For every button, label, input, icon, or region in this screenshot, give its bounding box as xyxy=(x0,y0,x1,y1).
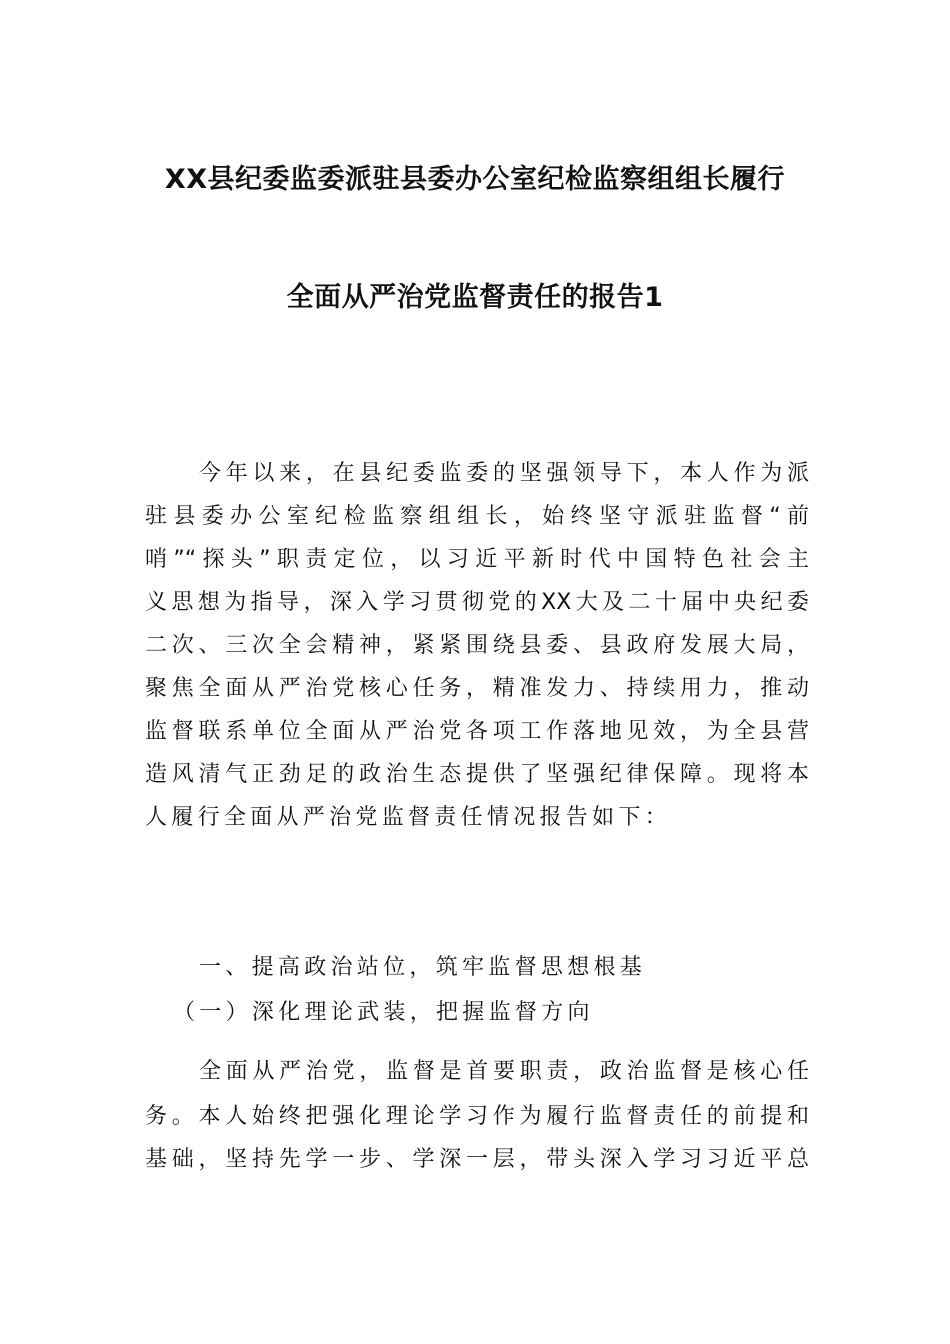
section-heading: 一、提高政治站位，筑牢监督思想根基 xyxy=(199,955,647,980)
text-line: 基础，坚持先学一步、学深一层，带头深入学习习近平总 xyxy=(145,1147,809,1172)
text-line: 监督联系单位全面从严治党各项工作落地见效，为全县营 xyxy=(145,719,809,744)
text-line: 哨”“探头”职责定位，以习近平新时代中国特色社会主 xyxy=(145,547,809,572)
text-line: 全面从严治党，监督是首要职责，政治监督是核心任 xyxy=(199,1059,809,1084)
text-line: 驻县委办公室纪检监察组组长，始终坚守派驻监督“前 xyxy=(145,504,809,529)
text-line: 务。本人始终把强化理论学习作为履行监督责任的前提和 xyxy=(145,1104,809,1129)
text-line: 造风清气正劲足的政治生态提供了坚强纪律保障。现将本 xyxy=(145,762,809,787)
section-subheading: （一）深化理论武装，把握监督方向 xyxy=(173,1000,594,1025)
document-title-line-2: 全面从严治党监督责任的报告1 xyxy=(286,282,664,313)
text-line: 二次、三次全会精神，紧紧围绕县委、县政府发展大局， xyxy=(145,633,809,658)
text-line: 义思想为指导，深入学习贯彻党的XX大及二十届中央纪委 xyxy=(145,590,809,615)
document-title-line-1: XX县纪委监委派驻县委办公室纪检监察组组长履行 xyxy=(164,164,786,195)
text-line: 人履行全面从严治党监督责任情况报告如下： xyxy=(145,805,672,830)
text-line: 聚焦全面从严治党核心任务，精准发力、持续用力，推动 xyxy=(145,676,809,701)
text-line: 今年以来，在县纪委监委的坚强领导下，本人作为派 xyxy=(199,461,809,486)
